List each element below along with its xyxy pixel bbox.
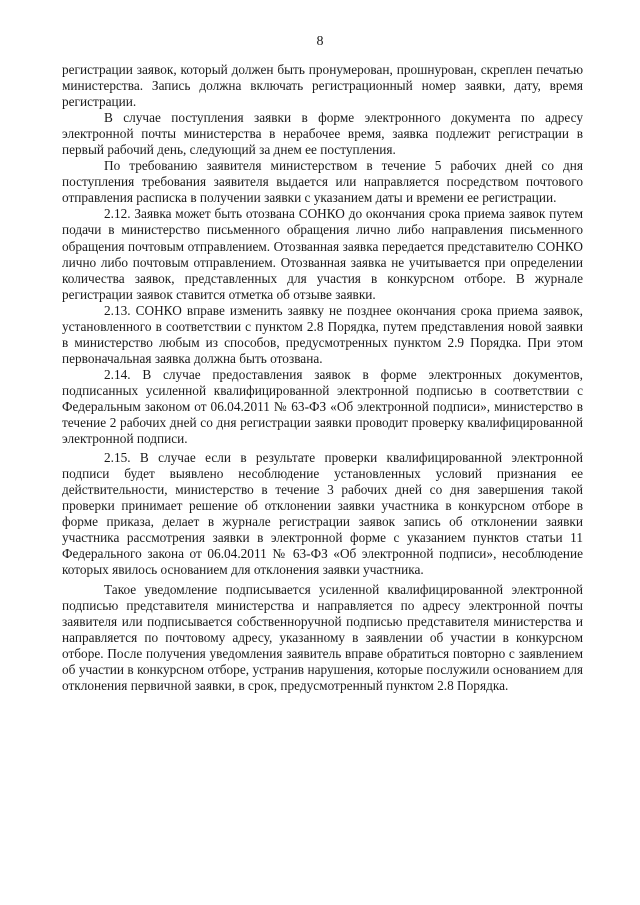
paragraph-2-12: 2.12. Заявка может быть отозвана СОНКО до окончания срока приема заявок путем подачи в министерство письменного обращения лично либо направления письменного обращения почтовым отправлением. Отозванная заявка передается представителю СОНКО лично либо почтовым отправлением. Отозванная заявка не учитывается при определении количества заявок, представленных для участия в конкурсном отборе. В журнале регистрации заявок ставится отметка об отзыве заявки. (62, 206, 583, 302)
paragraph-receipt-request: По требованию заявителя министерством в течение 5 рабочих дней со дня поступления требования заявителя выдается или направляется посредством почтового отправления расписка в получении заявки с указанием даты и времени ее регистрации. (62, 158, 583, 206)
document-body (62, 62, 583, 694)
paragraph-2-14: 2.14. В случае предоставления заявок в форме электронных документов, подписанных усиленной квалифицированной электронной подписью в соответствии с Федеральным законом от 06.04.2011 № 63-ФЗ «Об электронной подписи», министерство в течение 2 рабочих дней со дня регистрации заявки проводит проверку квалифицированной электронной подписи. (62, 366, 583, 447)
paragraph-electronic-nonworking-time: В случае поступления заявки в форме электронного документа по адресу электронной почты министерства в нерабочее время, заявка подлежит регистрации в первый рабочий день, следующий за днем ее поступления. (62, 110, 583, 158)
paragraph-2-15: 2.15. В случае если в результате проверки квалифицированной электронной подписи будет выявлено несоблюдение установленных условий признания ее действительности, министерство в течение 3 рабочих дней со дня завершения такой проверки принимает решение об отклонении заявки участника в конкурсном отборе в форме приказа, делает в журнале регистрации заявок запись об отклонении заявки участника рассмотрения заявки в электронной форме с указанием пунктов статьи 11 Федерального закона от 06.04.2011 № 63-ФЗ «Об электронной подписи», несоблюдение которых явилось основанием для отклонения заявки участника. (62, 450, 583, 578)
paragraph-2-13: 2.13. СОНКО вправе изменить заявку не позднее окончания срока приема заявок, установленного в соответствии с пунктом 2.8 Порядка, путем представления новой заявки в министерство любым из способов, предусмотренных пунктом 2.9 Порядка. При этом первоначальная заявка должна быть отозвана. (62, 302, 583, 366)
paragraph-registration-journal: регистрации заявок, который должен быть пронумерован, прошнурован, скреплен печатью министерства. Запись должна включать регистрационный номер заявки, дату, время регистрации. (62, 62, 583, 110)
page-number: 8 (316, 34, 324, 49)
paragraph-notification: Такое уведомление подписывается усиленной квалифицированной электронной подписью представителя министерства и направляется по адресу электронной почты заявителя или подписывается собственноручной подписью представителя министерства и направляется по почтовому адресу, указанному в заявлении об участии в конкурсном отборе. После получения уведомления заявитель вправе обратиться повторно с заявлением об участии в конкурсном отборе, устранив нарушения, которые послужили основанием для отклонения первичной заявки, в срок, предусмотренный пунктом 2.8 Порядка. (62, 581, 583, 693)
